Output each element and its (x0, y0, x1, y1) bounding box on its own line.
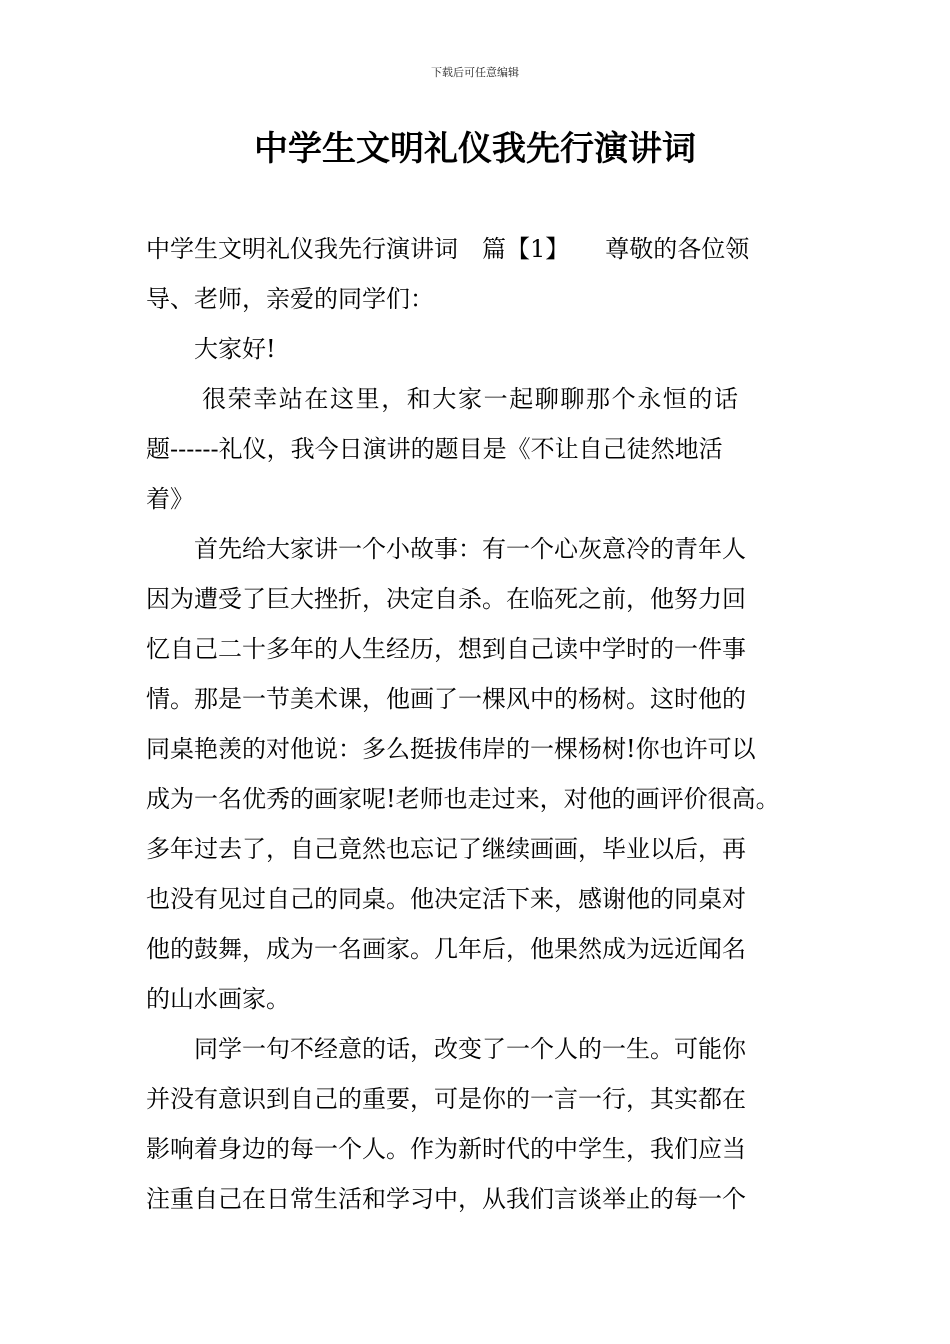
header-note: 下载后可任意编辑 (431, 66, 519, 79)
document-body (146, 224, 836, 1224)
body-line: 导、老师，亲爱的同学们： (146, 285, 434, 313)
body-line: 注重自己在日常生活和学习中，从我们言谈举止的每一个 (146, 1185, 746, 1213)
body-line: 并没有意识到自己的重要，可是你的一言一行，其实都在 (146, 1085, 746, 1113)
body-line: 影响着身边的每一个人。作为新时代的中学生，我们应当 (146, 1135, 746, 1163)
document-title: 中学生文明礼仪我先行演讲词 (254, 129, 696, 169)
body-line: 多年过去了，自己竟然也忘记了继续画画，毕业以后，再 (146, 835, 746, 863)
body-line: 同学一句不经意的话，改变了一个人的一生。可能你 (194, 1035, 746, 1063)
body-line: 也没有见过自己的同桌。他决定活下来，感谢他的同桌对 (146, 885, 746, 913)
body-line: 很荣幸站在这里，和大家一起聊聊那个永恒的话 (202, 385, 740, 413)
body-line: 题------礼仪，我今日演讲的题目是《不让自己徒然地活 (146, 435, 723, 463)
body-line: 首先给大家讲一个小故事：有一个心灰意冷的青年人 (194, 535, 746, 563)
body-line: 大家好! (194, 335, 276, 363)
body-line: 情。那是一节美术课，他画了一棵风中的杨树。这时他的 (146, 685, 746, 713)
body-line: 同桌艳羡的对他说：多么挺拔伟岸的一棵杨树!你也许可以 (146, 735, 756, 763)
body-line: 忆自己二十多年的人生经历，想到自己读中学时的一件事 (146, 635, 746, 663)
body-line: 着》 (146, 485, 194, 513)
body-line: 因为遭受了巨大挫折，决定自杀。在临死之前，他努力回 (146, 585, 746, 613)
body-line: 他的鼓舞，成为一名画家。几年后，他果然成为远近闻名 (146, 935, 746, 963)
body-line: 成为一名优秀的画家呢!老师也走过来，对他的画评价很高。 (146, 785, 780, 813)
body-line: 中学生文明礼仪我先行演讲词 篇【1】 尊敬的各位领 (146, 235, 750, 263)
body-line: 的山水画家。 (146, 985, 290, 1013)
